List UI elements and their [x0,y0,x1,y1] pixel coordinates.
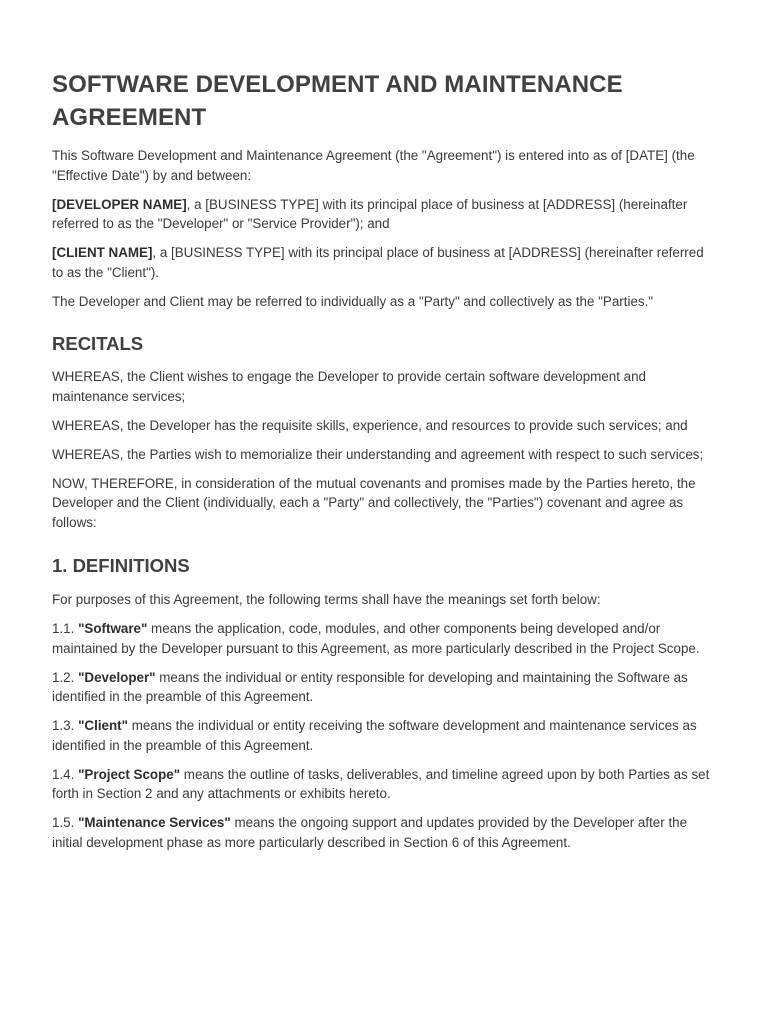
definition-item [52,813,718,852]
definition-item [52,765,718,804]
definitions-heading: 1. DEFINITIONS [52,555,190,576]
definition-item [52,716,718,755]
definition-term: "Maintenance Services" [78,815,231,830]
definition-term: "Software" [78,621,148,636]
definition-number: 1.4. [52,766,75,782]
definition-term: "Client" [78,718,128,733]
definition-number: 1.5. [52,815,75,830]
client-name: [CLIENT NAME] [52,245,153,260]
developer-name: [DEVELOPER NAME] [52,196,187,212]
client-party-paragraph [52,243,718,282]
definition-term: "Developer" [78,669,156,685]
definition-number: 1.3. [52,718,75,733]
definition-number: 1.1. [52,621,75,636]
recital-item: WHEREAS, the Parties wish to memorialize their understanding and agreement with respect to such services; [52,446,704,462]
definition-text: means the outline of tasks, deliverables, and timeline agreed upon by both Parties as set forth in Section 2 and any attachments or exhibits hereto. [52,766,710,801]
developer-party-text: , a [BUSINESS TYPE] with its principal place of business at [ADDRESS] (hereinafter referred to as the "Developer" or "Service Provider"); and [52,196,688,231]
definition-text: means the application, code, modules, and other components being developed and/or maintained by the Developer pursuant to this Agreement, as more particularly described in the Project Scope. [52,621,700,656]
intro-paragraph: This Software Development and Maintenance Agreement (the "Agreement") is entered into as of [DATE] (the "Effective Date") by and between: [52,148,695,183]
definition-term: "Project Scope" [78,766,181,782]
definitions-intro: For purposes of this Agreement, the following terms shall have the meanings set forth below: [52,592,601,607]
recital-item: WHEREAS, the Client wishes to engage the Developer to provide certain software development and maintenance services; [52,369,646,404]
definition-text: means the individual or entity receiving the software development and maintenance services as identified in the preamble of this Agreement. [52,718,697,753]
definition-text: means the ongoing support and updates provided by the Developer after the initial development phase as more particularly described in Section 6 of this Agreement. [52,815,688,850]
developer-party-paragraph [52,195,718,234]
recital-item: WHEREAS, the Developer has the requisite skills, experience, and resources to provide such services; and [52,417,688,433]
definition-text: means the individual or entity responsible for developing and maintaining the Software as identified in the preamble of this Agreement. [52,669,688,704]
definition-number: 1.2. [52,669,75,685]
client-party-text: , a [BUSINESS TYPE] with its principal place of business at [ADDRESS] (hereinafter referred to as the "Client"). [52,245,704,280]
definition-item [52,619,718,658]
recital-item: NOW, THEREFORE, in consideration of the mutual covenants and promises made by the Parties hereto, the Developer and the Client (individually, each a "Party" and collectively, the "Parties") covenant and agree as follows: [52,475,696,530]
recitals-heading: RECITALS [52,333,144,354]
document-title: SOFTWARE DEVELOPMENT AND MAINTENANCE AGREEMENT [52,71,623,131]
parties-note-paragraph: The Developer and Client may be referred to individually as a "Party" and collectively as the "Parties." [52,293,654,309]
definition-item [52,668,718,707]
